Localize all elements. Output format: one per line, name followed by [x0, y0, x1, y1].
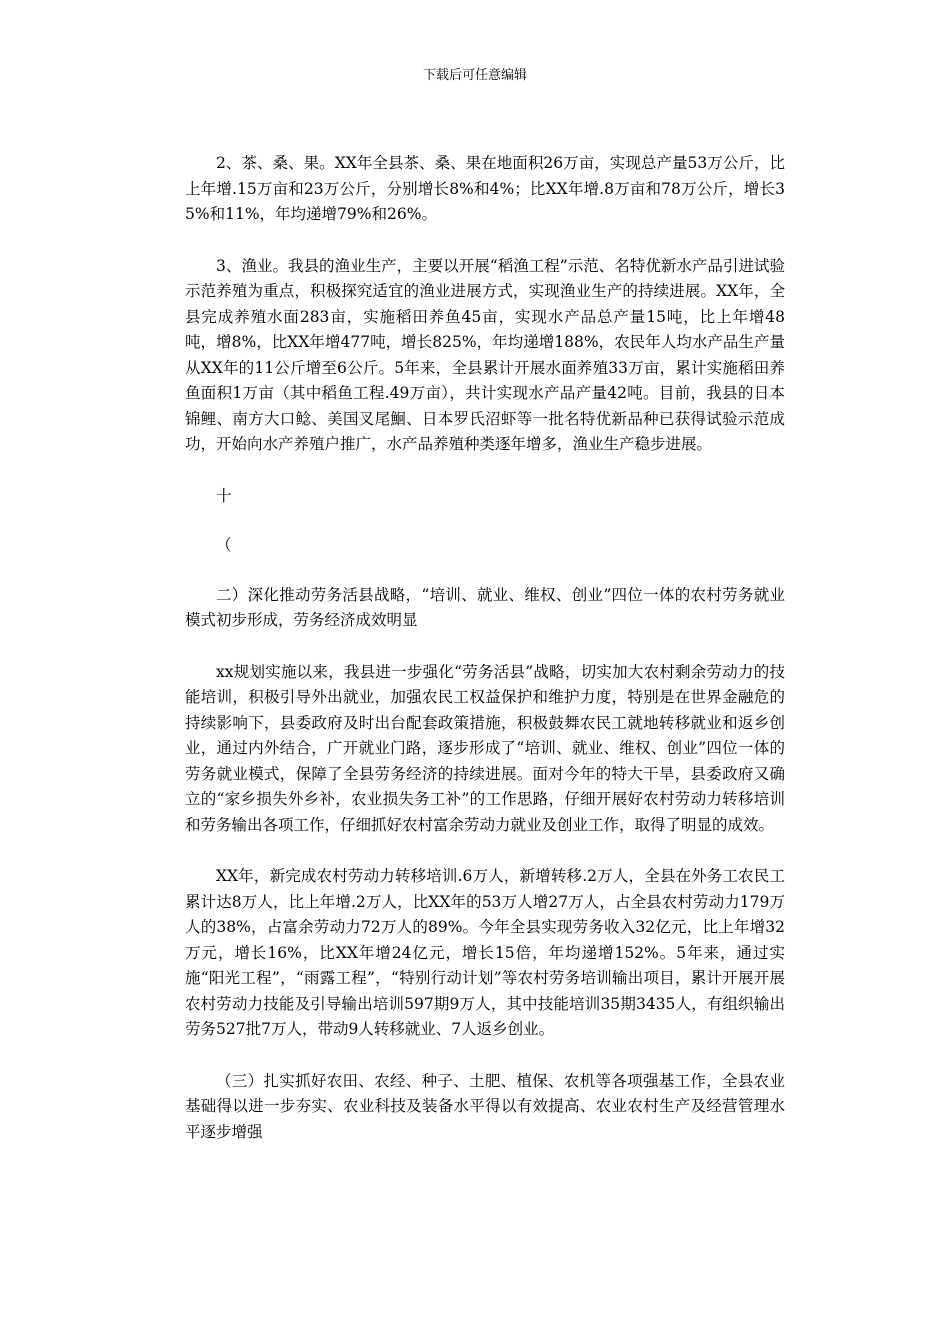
section-heading-labor-economy: 二）深化推动劳务活县战略，“培训、就业、维权、创业”四位一体的农村劳务就业模式初步形成，劳务经济成效明显 [185, 585, 785, 629]
section-heading-agricultural-foundation: （三）扎实抓好农田、农经、种子、土肥、植保、农机等各项强基工作，全县农业基础得以进一步夯实、农业科技及装备水平得以有效提高、农业农村生产及经营管理水平逐步增强 [185, 1071, 785, 1141]
paragraph-tea-mulberry-fruit: 2、茶、桑、果。XX年全县茶、桑、果在地面积26万亩，实现总产量53万公斤，比上年增.15万亩和23万公斤，分别增长8%和4%；比XX年增.8万亩和78万公斤，增长35%和11%，年均递增79%和26%。 [185, 154, 785, 223]
paragraph-fragment-paren: （ [216, 536, 232, 554]
paragraph-fragment-ten: 十 [216, 486, 232, 505]
paragraph-labor-statistics: XX年，新完成农村劳动力转移培训.6万人，新增转移.2万人，全县在外务工农民工累计达8万人，比上年增.2万人，比XX年的53万人增27万人，占全县农村劳动力179万人的38%，占富余劳动力72万人的89%。今年全县实现劳务收入32亿元，比上年增32万元，增长16%，比XX年增24亿元，增长15倍，年均递增152%。5年来，通过实施“阳光工程”，“雨露工程”，“特别行动计划”等农村劳务培训输出项目，累计开展开展农村劳动力技能及引导输出培训597期9万人，其中技能培训35期3435人，有组织输出劳务527批7万人，带动9人转移就业、7人返乡创业。 [185, 867, 785, 1038]
document-body [185, 151, 785, 1171]
paragraph-fishery: 3、渔业。我县的渔业生产，主要以开展“稻渔工程”示范、名特优新水产品引进试验示范养殖为重点，积极探究适宜的渔业进展方式，实现渔业生产的持续进展。XX年，全县完成养殖水面283亩，实施稻田养鱼45亩，实现水产品总产量15吨，比上年增48吨，增8%，比XX年增477吨，增长825%，年均递增188%，农民年人均水产品生产量从XX年的11公斤增至6公斤。5年来，全县累计开展水面养殖33万亩，累计实施稻田养鱼面积1万亩（其中稻鱼工程.49万亩），共计实现水产品产量42吨。目前，我县的日本锦鲤、南方大口鲶、美国叉尾鮰、日本罗氏沼虾等一批名特优新品种已获得试验示范成功，开始向水产养殖户推广，水产品养殖种类逐年增多，渔业生产稳步进展。 [185, 256, 785, 453]
page-header-note: 下载后可任意编辑 [422, 68, 527, 83]
paragraph-labor-strategy: xx规划实施以来，我县进一步强化“劳务活县”战略，切实加大农村剩余劳动力的技能培训，积极引导外出就业，加强农民工权益保护和维护力度，特别是在世界金融危的持续影响下，县委政府及时出台配套政策措施，积极鼓舞农民工就地转移就业和返乡创业，通过内外结合，广开就业门路，逐步形成了“培训、就业、维权、创业”四位一体的劳务就业模式，保障了全县劳务经济的持续进展。面对今年的特大干旱，县委政府又确立的“家乡损失外乡补，农业损失务工补”的工作思路，仔细开展好农村劳动力转移培训和劳务输出各项工作，仔细抓好农村富余劳动力就业及创业工作，取得了明显的成效。 [185, 662, 785, 834]
